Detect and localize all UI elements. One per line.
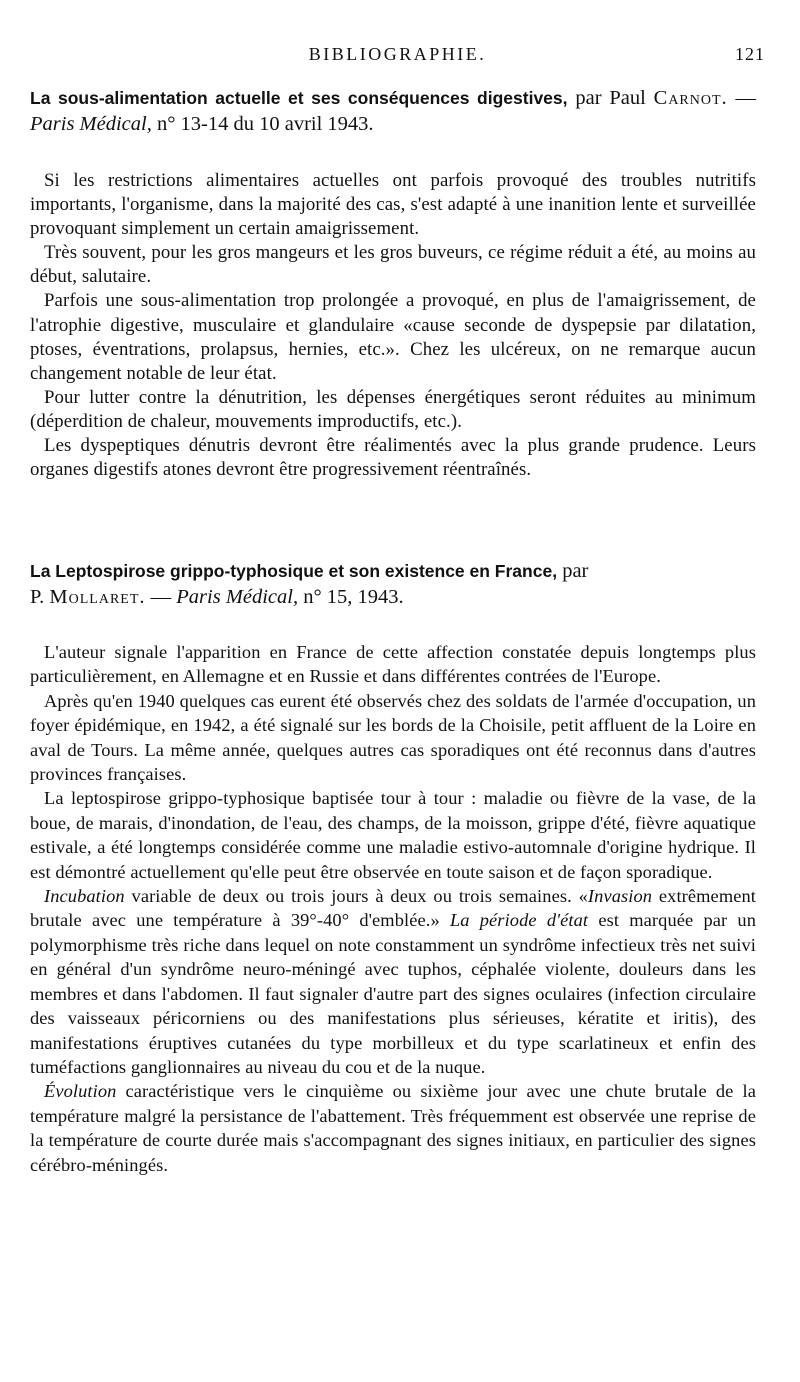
entry-heading: [30, 558, 756, 610]
paragraph: La leptospirose grippo-typhosique baptisée tour à tour : maladie ou fièvre de la vase, de la boue, de marais, d'inondation, de l'eau, des champs, de la moisson, grippe d'été, fièvre aquatique estivale, a été longtemps considérée comme une maladie estivo-automnale d'origine hydrique. Il est démontré actuellement qu'elle peut être observée en toute saison et de façon sporadique.: [30, 788, 756, 882]
journal-name: Paris Médical,: [30, 113, 152, 135]
author-last-name: Mollaret.: [49, 586, 146, 608]
paragraph: Parfois une sous-alimentation trop prolongée a provoqué, en plus de l'amaigrissement, de l'atrophie digestive, musculaire et glandulaire «cause seconde de dyspepsie par dilatation, ptoses, éventrations, prolapsus, hernies, etc.». Chez les ulcéreux, on ne remarque aucun changement notable de leur état.: [30, 290, 756, 384]
review-entry-leptospirose: [30, 558, 756, 1177]
running-title: BIBLIOGRAPHIE.: [308, 44, 487, 64]
entry-by: par: [575, 87, 602, 109]
page-number: 121: [735, 44, 765, 64]
periode-etat-text: est marquée par un polymorphisme très riche dans lequel on note constamment un syndrôme infectieux très net suivi en général d'un syndrôme neuro-méningé avec tuphos, céphalée violente, douleurs dans les membres et dans l'abdomen. Il faut signaler d'autre part des signes oculaires (infection circulaire des vaisseaux péricorniens ou des manifestations plus sérieuses, kératite et iritis), des manifestations éruptives cutanées du type morbilleux et du type scarlatineux et enfin des tuméfactions ganglionnaires au niveau du cou et de la nuque.: [30, 910, 757, 1077]
entry-title: La Leptospirose grippo-typhosique et son existence en France,: [30, 561, 558, 581]
evolution-text: caractéristique vers le cinquième ou sixième jour avec une chute brutale de la température malgré la persistance de l'abattement. Très fréquemment est observée une reprise de la température de courte durée mais s'accompagnant des signes initiaux, en particulier des signes cérébro-méningés.: [30, 1081, 756, 1175]
entry-by: par: [562, 560, 589, 582]
running-header: [30, 44, 765, 70]
journal-citation: n° 15, 1943.: [303, 586, 404, 608]
term-periode-etat: La période d'état: [449, 910, 589, 931]
author-last-name: Carnot.: [653, 87, 728, 109]
paragraph: Si les restrictions alimentaires actuelles ont parfois provoqué des troubles nutritifs importants, l'organisme, dans la majorité des cas, s'est adapté à une inanition lente et surveillée provoquant simplement un certain amaigrissement.: [30, 170, 756, 240]
term-incubation: Incubation: [44, 886, 125, 907]
paragraph: Après qu'en 1940 quelques cas eurent été observés chez des soldats de l'armée d'occupation, un foyer épidémique, en 1942, a été signalé sur les bords de la Choisile, petit affluent de la Loire en aval de Tours. La même année, quelques autres cas sporadiques ont été reconnus dans d'autres provinces françaises.: [30, 690, 756, 785]
entry-heading: [30, 85, 756, 137]
paragraph-incubation: [30, 884, 756, 1079]
heading-dash: —: [735, 87, 756, 109]
paragraph-evolution: [30, 1079, 756, 1177]
entry-title: La sous-alimentation actuelle et ses conséquences digestives,: [30, 88, 568, 108]
review-entry-sous-alimentation: [30, 85, 756, 482]
author-first-name: Paul: [609, 87, 646, 109]
term-evolution: Évolution: [44, 1081, 117, 1102]
invasion-text: extrêmement brutale avec une température à 39°-40° d'emblée.»: [30, 886, 756, 931]
journal-name: Paris Médical,: [176, 586, 299, 608]
author-first-name: P.: [30, 586, 45, 608]
term-invasion: Invasion: [587, 886, 653, 907]
paragraph: Très souvent, pour les gros mangeurs et les gros buveurs, ce régime réduit a été, au moins au début, salutaire.: [30, 242, 756, 288]
paragraph: L'auteur signale l'apparition en France de cette affection constatée depuis longtemps plus particulièrement, en Allemagne et en Russie et dans différentes contrées de l'Europe.: [30, 642, 756, 687]
journal-citation: n° 13-14 du 10 avril 1943.: [156, 113, 374, 135]
incubation-text: variable de deux ou trois jours à deux ou trois semaines. «: [124, 886, 588, 907]
paragraph: Les dyspeptiques dénutris devront être réalimentés avec la plus grande prudence. Leurs organes digestifs atones devront être progressivement réentraînés.: [30, 435, 756, 481]
paragraph: Pour lutter contre la dénutrition, les dépenses énergétiques seront réduites au minimum (déperdition de chaleur, mouvements improductifs, etc.).: [30, 386, 756, 432]
heading-dash: —: [150, 586, 172, 608]
